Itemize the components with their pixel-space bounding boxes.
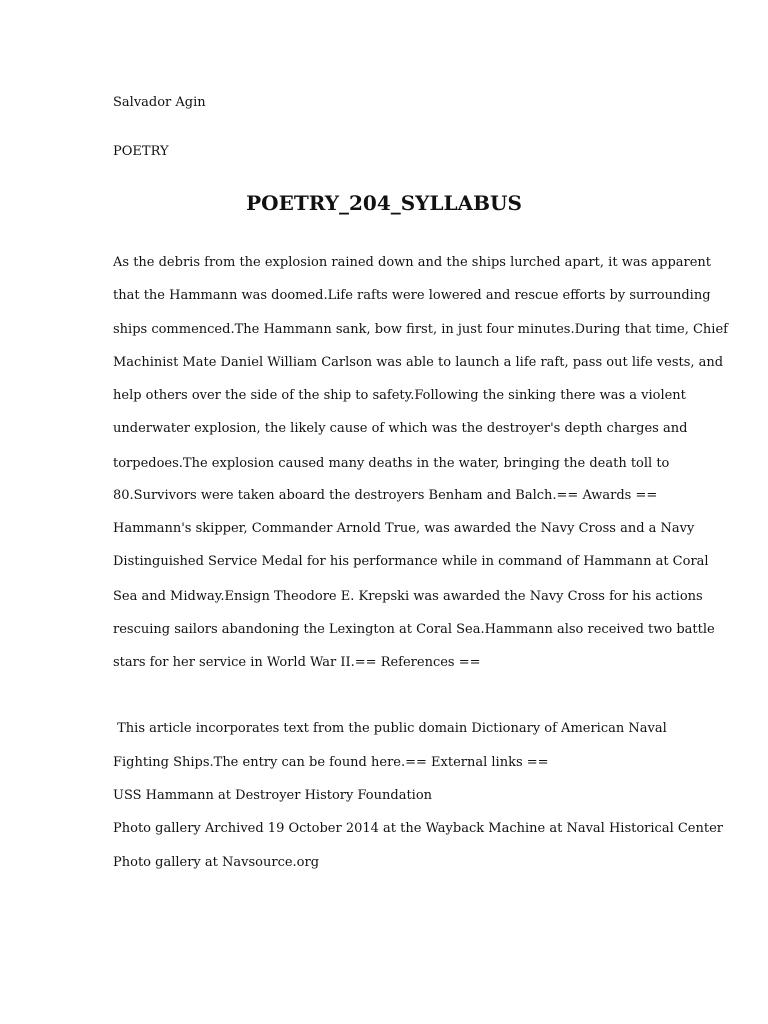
text-line: help others over the side of the ship to safety.Following the sinking there was a violent [113,388,686,403]
text-line: 80.Survivors were taken aboard the destroyers Benham and Balch.== Awards == [113,488,658,503]
text-line: Sea and Midway.Ensign Theodore E. Krepski was awarded the Navy Cross for his actions [113,589,703,604]
course-name: POETRY [113,144,169,159]
text-line: underwater explosion, the likely cause of which was the destroyer's depth charges and [113,421,688,436]
text-line: This article incorporates text from the public domain Dictionary of American Naval [113,721,667,736]
text-line: ships commenced.The Hammann sank, bow first, in just four minutes.During that time, Chief [113,322,728,337]
text-line: rescuing sailors abandoning the Lexington at Coral Sea.Hammann also received two battle [113,622,715,637]
text-line: Fighting Ships.The entry can be found here.== External links == [113,755,549,770]
text-line: that the Hammann was doomed.Life rafts were lowered and rescue efforts by surrounding [113,288,711,303]
text-line: As the debris from the explosion rained down and the ships lurched apart, it was apparent [113,255,712,270]
document-title: POETRY_204_SYLLABUS [246,191,522,215]
text-line: Hammann's skipper, Commander Arnold True, was awarded the Navy Cross and a Navy [113,521,695,536]
text-line: Photo gallery at Navsource.org [113,855,320,870]
text-line: Distinguished Service Medal for his performance while in command of Hammann at Coral [113,554,709,569]
author-name: Salvador Agin [113,95,206,110]
text-line: Photo gallery Archived 19 October 2014 at the Wayback Machine at Naval Historical Center [113,821,724,836]
text-line: torpedoes.The explosion caused many deaths in the water, bringing the death toll to [113,456,670,471]
text-line: USS Hammann at Destroyer History Foundation [113,788,433,803]
text-line: Machinist Mate Daniel William Carlson was able to launch a life raft, pass out life vests, and [113,355,724,370]
text-line: stars for her service in World War II.== References == [113,655,481,670]
